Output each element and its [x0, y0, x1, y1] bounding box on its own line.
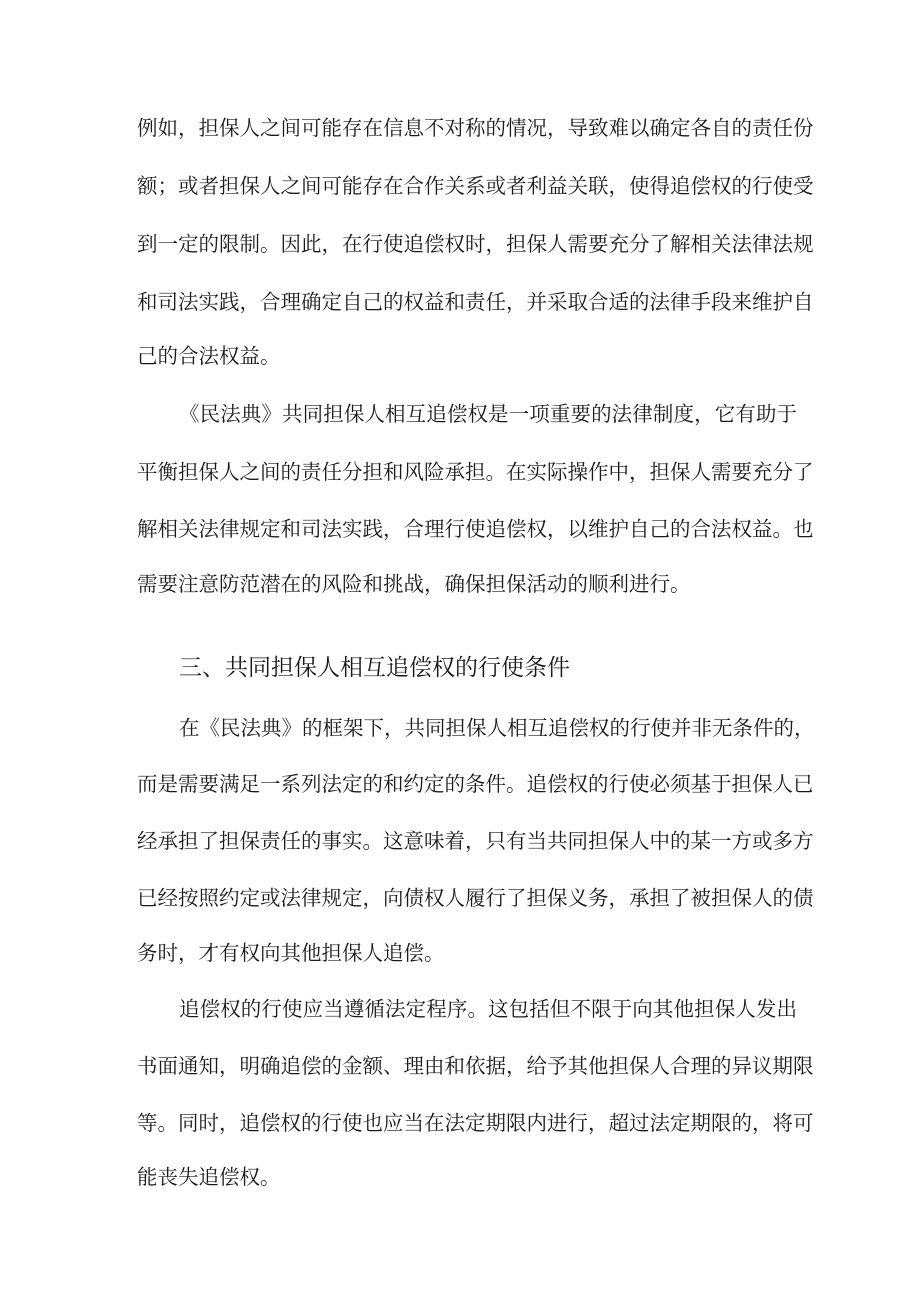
section-heading: 三、共同担保人相互追偿权的行使条件 [179, 655, 570, 681]
paragraph-2-line-2: 平衡担保人之间的责任分担和风险承担。在实际操作中，担保人需要充分了 [137, 460, 814, 484]
paragraph-2-line-4: 需要注意防范潜在的风险和挑战，确保担保活动的顺利进行。 [137, 572, 691, 596]
paragraph-4-line-4: 能丧失追偿权。 [137, 1165, 281, 1189]
paragraph-1-line-5: 己的合法权益。 [137, 344, 281, 368]
paragraph-3-line-5: 务时，才有权向其他担保人追偿。 [137, 941, 445, 965]
paragraph-4-line-1: 追偿权的行使应当遵循法定程序。这包括但不限于向其他担保人发出 [179, 997, 797, 1021]
paragraph-1-line-3: 到一定的限制。因此，在行使追偿权时，担保人需要充分了解相关法律法规 [137, 232, 814, 256]
paragraph-3-line-4: 已经按照约定或法律规定，向债权人履行了担保义务，承担了被担保人的债 [137, 886, 814, 910]
paragraph-2-line-1: 《民法典》共同担保人相互追偿权是一项重要的法律制度，它有助于 [179, 402, 797, 426]
paragraph-1-line-2: 额；或者担保人之间可能存在合作关系或者利益关联，使得追偿权的行使受 [137, 174, 814, 198]
paragraph-3-line-1: 在《民法典》的框架下，共同担保人相互追偿权的行使并非无条件的， [179, 716, 815, 740]
paragraph-1-line-4: 和司法实践，合理确定自己的权益和责任，并采取合适的法律手段来维护自 [137, 290, 814, 314]
paragraph-4-line-2: 书面通知，明确追偿的金额、理由和依据，给予其他担保人合理的异议期限 [137, 1054, 814, 1078]
paragraph-1-line-1: 例如，担保人之间可能存在信息不对称的情况，导致难以确定各自的责任份 [137, 116, 814, 140]
paragraph-4-line-3: 等。同时，追偿权的行使也应当在法定期限内进行，超过法定期限的，将可 [137, 1111, 814, 1135]
paragraph-3-line-3: 经承担了担保责任的事实。这意味着，只有当共同担保人中的某一方或多方 [137, 829, 814, 853]
paragraph-3-line-2: 而是需要满足一系列法定的和约定的条件。追偿权的行使必须基于担保人已 [137, 772, 814, 796]
paragraph-2-line-3: 解相关法律规定和司法实践，合理行使追偿权，以维护自己的合法权益。也 [137, 517, 814, 541]
